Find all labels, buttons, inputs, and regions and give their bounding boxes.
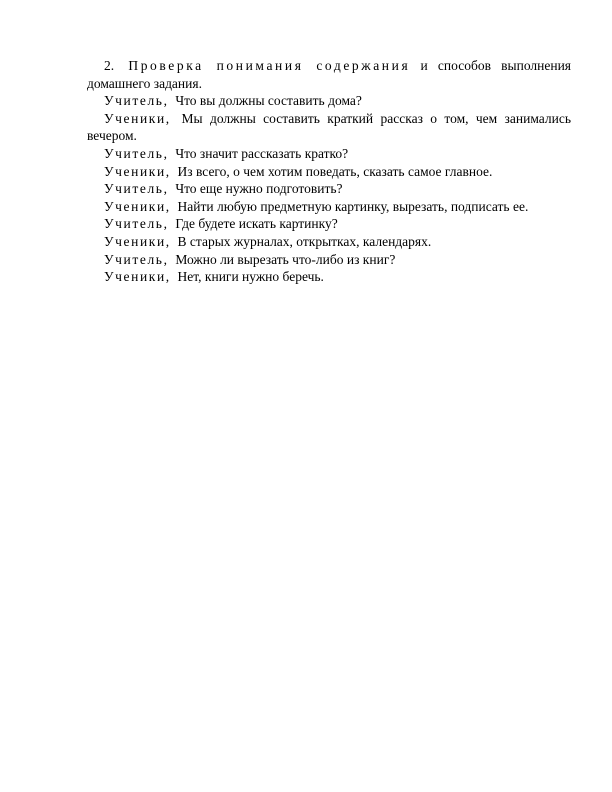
section-title-rest: и способов выполнения домашнего задания. xyxy=(87,58,572,91)
section-title-spaced: Проверка понимания содержания xyxy=(128,58,411,73)
speaker-name: Ученики xyxy=(104,269,166,285)
dialogue-text: Что еще нужно подготовить? xyxy=(175,181,343,197)
speaker-name: Учитель xyxy=(104,181,164,197)
dialogue-text: В старых журналах, открытках, календарях. xyxy=(177,233,432,249)
dialogue-text: Из всего, о чем хотим поведать, сказать самое главное. xyxy=(177,163,493,179)
speaker-name: Ученики xyxy=(104,163,166,179)
speaker-separator: , xyxy=(165,163,170,179)
dialogue-text: Нет, книги нужно беречь. xyxy=(177,269,324,285)
section-heading xyxy=(87,57,571,92)
speaker-name: Ученики xyxy=(104,198,166,214)
dialogue-line xyxy=(87,251,571,269)
dialogue-text: Мы должны составить краткий рассказ о том, чем занимались вечером. xyxy=(87,110,572,144)
speaker-separator: , xyxy=(163,145,167,161)
dialogue-line xyxy=(87,92,571,110)
dialogue-line xyxy=(87,110,571,145)
speaker-separator: , xyxy=(163,181,167,197)
speaker-name: Ученики xyxy=(104,110,166,126)
speaker-separator: , xyxy=(165,110,170,126)
speaker-name: Учитель xyxy=(104,251,164,267)
dialogue-line xyxy=(87,163,571,181)
dialogue-line xyxy=(87,180,571,198)
speaker-separator: , xyxy=(165,269,170,285)
dialogue-text: Что вы должны составить дома? xyxy=(175,93,362,109)
speaker-name: Учитель xyxy=(104,216,164,232)
speaker-separator: , xyxy=(163,251,167,267)
speaker-separator: , xyxy=(163,93,167,109)
dialogue-line xyxy=(87,215,571,233)
speaker-separator: , xyxy=(165,233,170,249)
dialogue-text: Что значит рассказать кратко? xyxy=(175,145,349,161)
speaker-separator: , xyxy=(165,198,170,214)
dialogue-line xyxy=(87,198,571,216)
dialogue-text: Можно ли вырезать что-либо из книг? xyxy=(175,251,396,267)
speaker-name: Учитель xyxy=(104,145,164,161)
dialogue-line xyxy=(87,145,571,163)
dialogue-line xyxy=(87,268,571,286)
dialogue-line xyxy=(87,233,571,251)
speaker-name: Ученики xyxy=(104,233,166,249)
dialogue-text: Найти любую предметную картинку, вырезать, подписать ее. xyxy=(177,198,529,214)
document-content xyxy=(87,57,571,286)
dialogue-text: Где будете искать картинку? xyxy=(175,216,338,232)
section-number: 2. xyxy=(104,58,115,73)
speaker-name: Учитель xyxy=(104,93,164,109)
speaker-separator: , xyxy=(163,216,167,232)
